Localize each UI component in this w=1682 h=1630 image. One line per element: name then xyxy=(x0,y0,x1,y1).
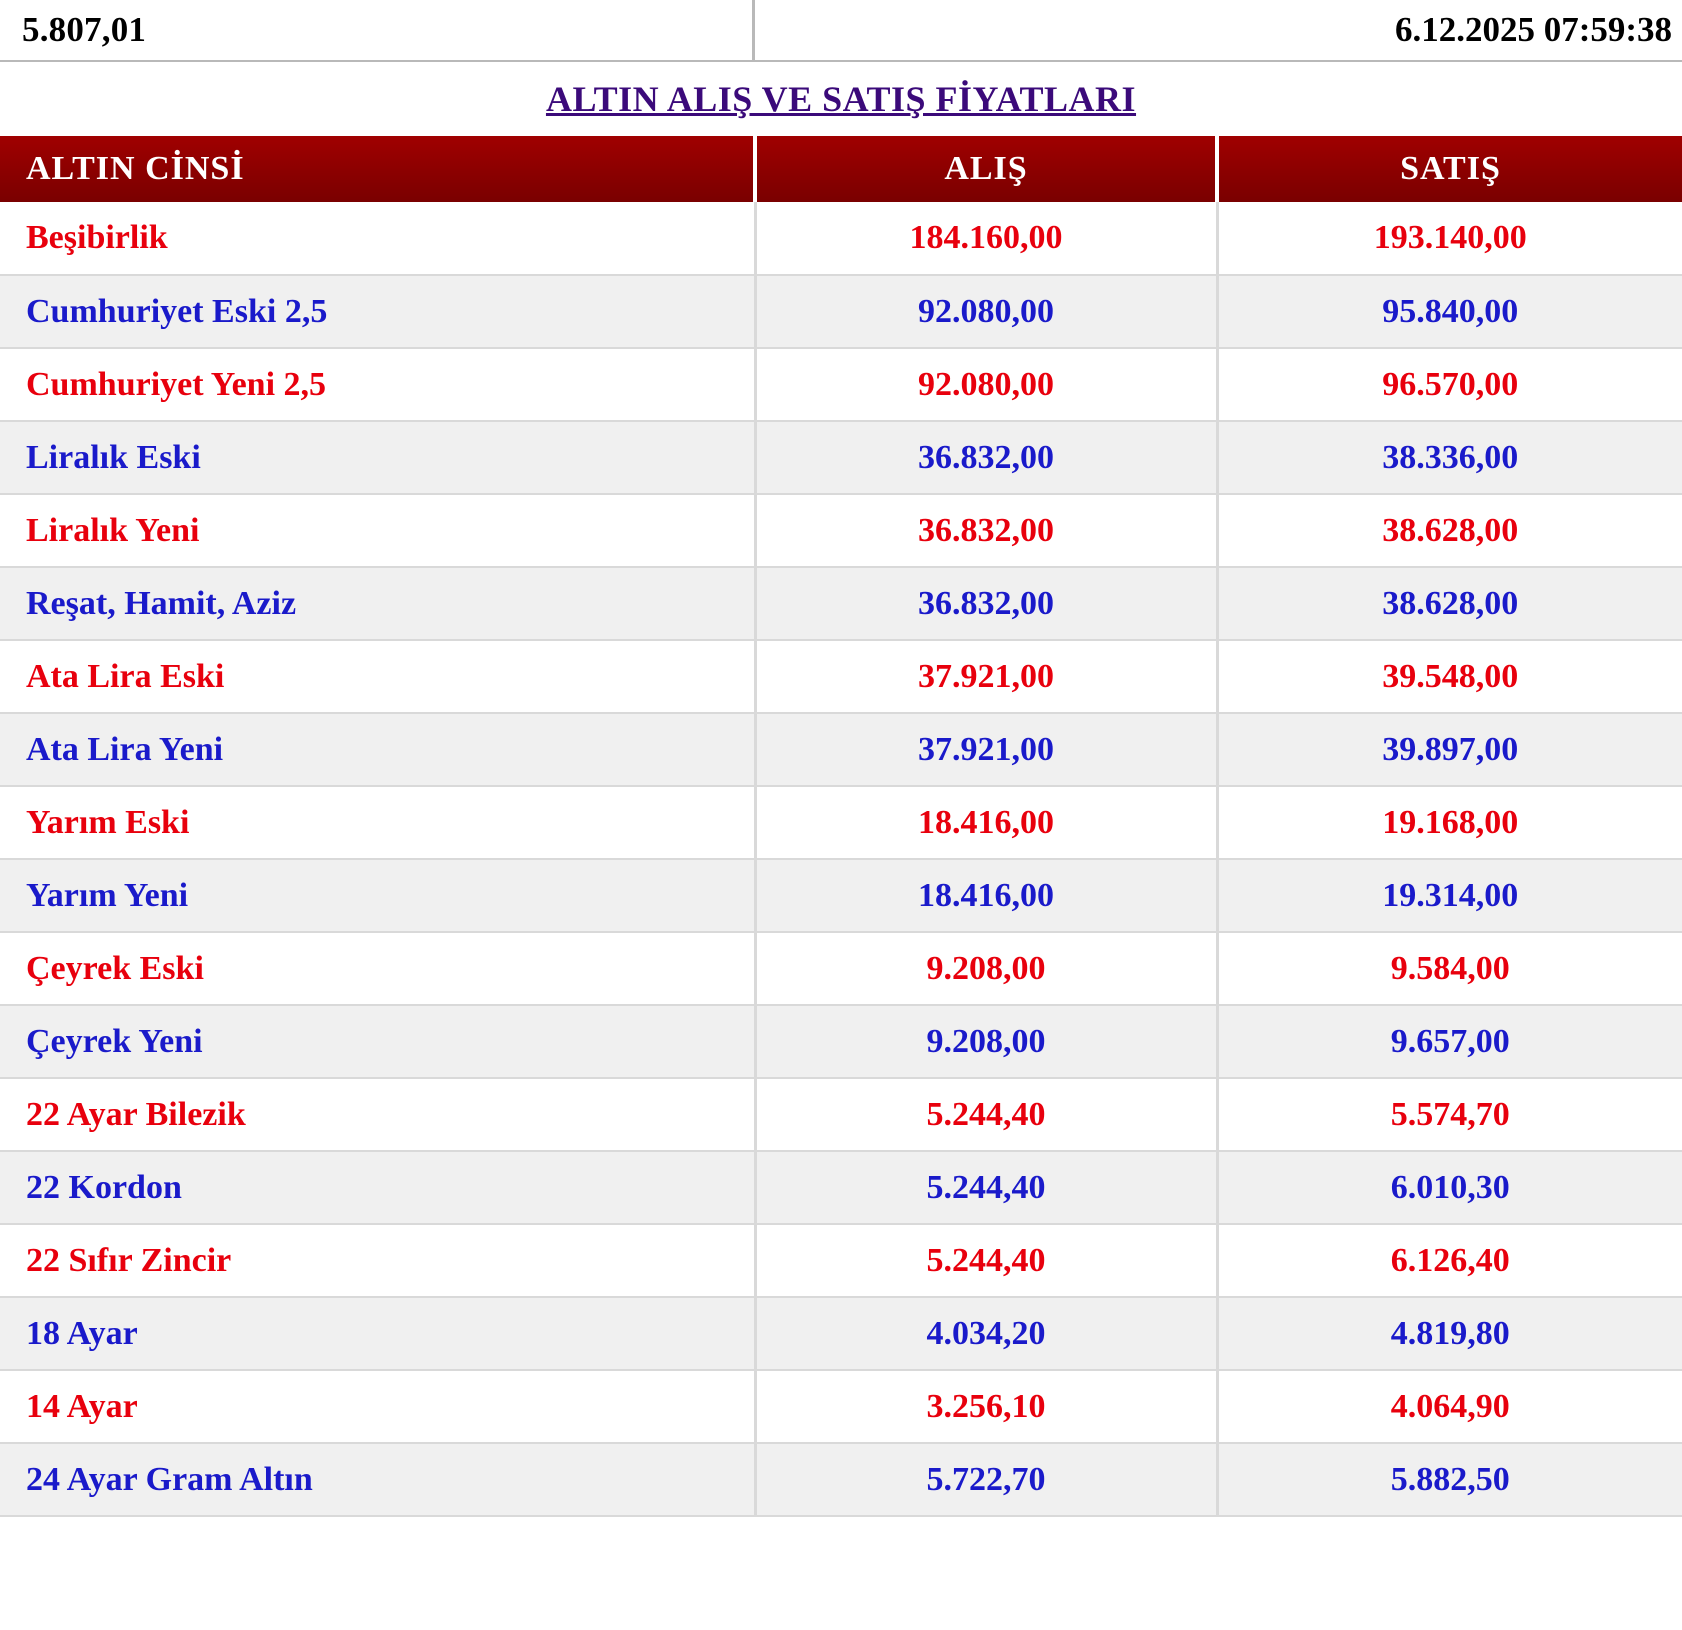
cell-sell-price: 6.126,40 xyxy=(1217,1224,1682,1297)
cell-gold-type: Yarım Eski xyxy=(0,786,755,859)
cell-sell-price: 4.064,90 xyxy=(1217,1370,1682,1443)
cell-gold-type: Ata Lira Eski xyxy=(0,640,755,713)
cell-buy-price: 9.208,00 xyxy=(755,1005,1217,1078)
cell-gold-type: 24 Ayar Gram Altın xyxy=(0,1443,755,1516)
table-row xyxy=(0,421,1682,494)
cell-sell-price: 38.628,00 xyxy=(1217,494,1682,567)
gold-rates-table xyxy=(0,136,1682,1517)
cell-gold-type: Liralık Eski xyxy=(0,421,755,494)
cell-sell-price: 193.140,00 xyxy=(1217,202,1682,275)
table-row xyxy=(0,1370,1682,1443)
table-body xyxy=(0,202,1682,1516)
cell-sell-price: 5.574,70 xyxy=(1217,1078,1682,1151)
table-row xyxy=(0,1297,1682,1370)
cell-sell-price: 38.628,00 xyxy=(1217,567,1682,640)
cell-buy-price: 36.832,00 xyxy=(755,567,1217,640)
column-header-buy: ALIŞ xyxy=(755,136,1217,202)
cell-gold-type: Reşat, Hamit, Aziz xyxy=(0,567,755,640)
cell-buy-price: 36.832,00 xyxy=(755,494,1217,567)
page-title: ALTIN ALIŞ VE SATIŞ FİYATLARI xyxy=(545,79,1137,119)
cell-buy-price: 92.080,00 xyxy=(755,275,1217,348)
cell-gold-type: Beşibirlik xyxy=(0,202,755,275)
cell-gold-type: Çeyrek Yeni xyxy=(0,1005,755,1078)
table-row xyxy=(0,713,1682,786)
table-row xyxy=(0,786,1682,859)
cell-sell-price: 95.840,00 xyxy=(1217,275,1682,348)
cell-buy-price: 37.921,00 xyxy=(755,640,1217,713)
cell-sell-price: 19.314,00 xyxy=(1217,859,1682,932)
table-row xyxy=(0,1151,1682,1224)
cell-buy-price: 9.208,00 xyxy=(755,932,1217,1005)
cell-sell-price: 38.336,00 xyxy=(1217,421,1682,494)
cell-sell-price: 39.897,00 xyxy=(1217,713,1682,786)
index-value: 5.807,01 xyxy=(0,0,755,60)
table-row xyxy=(0,348,1682,421)
cell-gold-type: 22 Ayar Bilezik xyxy=(0,1078,755,1151)
cell-sell-price: 9.657,00 xyxy=(1217,1005,1682,1078)
table-row xyxy=(0,640,1682,713)
cell-gold-type: 18 Ayar xyxy=(0,1297,755,1370)
cell-gold-type: 14 Ayar xyxy=(0,1370,755,1443)
cell-sell-price: 96.570,00 xyxy=(1217,348,1682,421)
table-row xyxy=(0,1224,1682,1297)
column-header-gold-type: ALTIN CİNSİ xyxy=(0,136,755,202)
table-row xyxy=(0,275,1682,348)
table-row xyxy=(0,202,1682,275)
cell-buy-price: 5.244,40 xyxy=(755,1224,1217,1297)
cell-buy-price: 5.244,40 xyxy=(755,1078,1217,1151)
cell-buy-price: 36.832,00 xyxy=(755,421,1217,494)
cell-sell-price: 5.882,50 xyxy=(1217,1443,1682,1516)
cell-gold-type: 22 Kordon xyxy=(0,1151,755,1224)
table-row xyxy=(0,1005,1682,1078)
cell-sell-price: 19.168,00 xyxy=(1217,786,1682,859)
table-header xyxy=(0,136,1682,202)
timestamp: 6.12.2025 07:59:38 xyxy=(1394,10,1672,49)
cell-gold-type: Çeyrek Eski xyxy=(0,932,755,1005)
cell-sell-price: 6.010,30 xyxy=(1217,1151,1682,1224)
cell-gold-type: Cumhuriyet Yeni 2,5 xyxy=(0,348,755,421)
cell-sell-price: 39.548,00 xyxy=(1217,640,1682,713)
cell-buy-price: 18.416,00 xyxy=(755,786,1217,859)
cell-gold-type: Ata Lira Yeni xyxy=(0,713,755,786)
cell-sell-price: 9.584,00 xyxy=(1217,932,1682,1005)
cell-buy-price: 92.080,00 xyxy=(755,348,1217,421)
page-title-container xyxy=(0,62,1682,136)
cell-buy-price: 5.722,70 xyxy=(755,1443,1217,1516)
cell-buy-price: 4.034,20 xyxy=(755,1297,1217,1370)
cell-buy-price: 5.244,40 xyxy=(755,1151,1217,1224)
column-header-sell: SATIŞ xyxy=(1217,136,1682,202)
table-row xyxy=(0,859,1682,932)
cell-sell-price: 4.819,80 xyxy=(1217,1297,1682,1370)
table-row xyxy=(0,1078,1682,1151)
table-row xyxy=(0,494,1682,567)
cell-buy-price: 3.256,10 xyxy=(755,1370,1217,1443)
table-row xyxy=(0,567,1682,640)
cell-buy-price: 184.160,00 xyxy=(755,202,1217,275)
cell-buy-price: 37.921,00 xyxy=(755,713,1217,786)
table-header-row xyxy=(0,136,1682,202)
cell-gold-type: Yarım Yeni xyxy=(0,859,755,932)
table-row xyxy=(0,932,1682,1005)
cell-gold-type: Cumhuriyet Eski 2,5 xyxy=(0,275,755,348)
cell-gold-type: Liralık Yeni xyxy=(0,494,755,567)
cell-gold-type: 22 Sıfır Zincir xyxy=(0,1224,755,1297)
top-status-bar xyxy=(0,0,1682,62)
cell-buy-price: 18.416,00 xyxy=(755,859,1217,932)
table-row xyxy=(0,1443,1682,1516)
